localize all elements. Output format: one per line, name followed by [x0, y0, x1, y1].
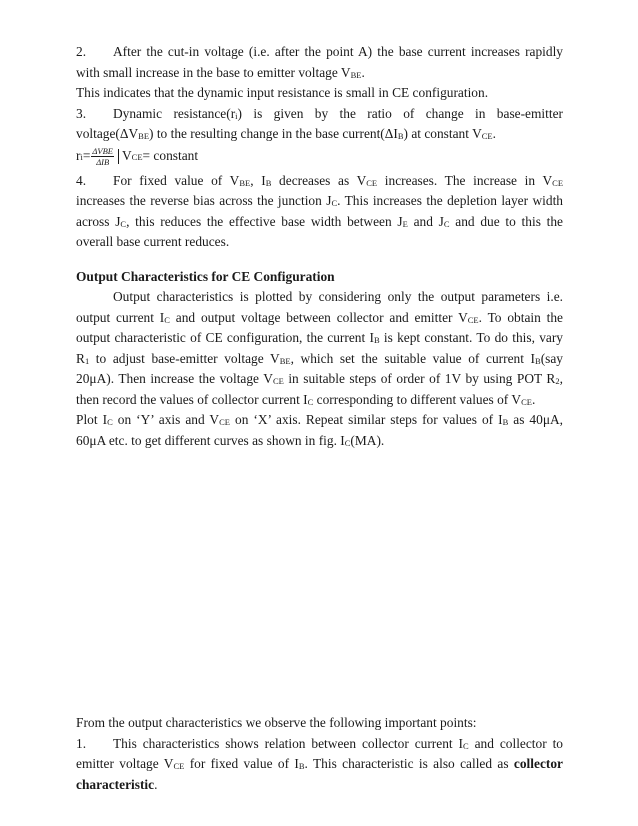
formula-bar [118, 149, 119, 164]
point-4-line-3: across $J_C$, this reduces the effective base width between $J_E$ and $J_C$ and due to this the [76, 213, 563, 229]
section-heading: Output Characteristics for CE Configuration [76, 268, 335, 284]
point-4-number: 4. [76, 172, 87, 188]
observe-line-3: characteristic. [76, 776, 158, 792]
point-2-line-2: with small increase in the base to emitter voltage $V_{BE}$. [76, 64, 365, 80]
observe-number: 1. [76, 735, 87, 751]
section-line-3: output characteristic of CE configuration, the current $I_B$ is kept constant. To do this, vary [76, 330, 563, 345]
bold-term-characteristic: characteristic [76, 776, 155, 792]
section-line-6: then record the values of collector current $I_C$ corresponding to different values of $V_{CE}$. [76, 391, 536, 407]
section-line-7: Plot $I_C$ on ‘Y’ axis and $V_{CE}$ on ‘X’ axis. Repeat similar steps for values of $I_B$ as 40μA, [76, 412, 564, 427]
formula-denominator: ΔIB [96, 157, 110, 167]
section-line-2: output current $I_C$ and output voltage between collector and emitter $V_{CE}$. To obtain the [76, 309, 564, 325]
point-4-line-4: overall base current reduces. [76, 234, 230, 249]
section-line-8: 60μA etc. to get different curves as shown in fig. $I_C(MA)$. [76, 432, 385, 448]
point-3-line-1: 3. Dynamic $resistance(r_i)$ is given by the ratio of change in base-emitter [76, 104, 563, 125]
point-4-line-2: increases the reverse bias across the junction $J_C$. This increases the depletion layer width [76, 193, 563, 208]
observe-intro: From the output characteristics we observe the following important points: [76, 715, 477, 730]
formula-fraction [91, 146, 114, 167]
observe-line-2: emitter voltage $V_{CE}$ for fixed value of $I_B$. This characteristic is also called as collector [76, 756, 563, 771]
document-page [76, 42, 563, 795]
formula-numerator: ΔVBE [92, 146, 113, 156]
section-line-4: $R_1$ to adjust base-emitter voltage $V_{BE}$, which set the suitable value of current $I_B(say$ [76, 350, 563, 366]
point-2-number: 2. [76, 44, 87, 59]
section-line-1: Output characteristics is plotted by considering only the output parameters i.e. [113, 289, 563, 304]
bold-term-collector: collector [513, 756, 563, 771]
resistance-formula: r i = $\frac{\text{ΔVBE}}{\text{ΔIB}}$ V CE = constant [76, 146, 199, 167]
section-line-5: 20μA). Then increase the voltage $V_{CE}$ in suitable steps of order of 1V by using POT $R_2$, [76, 371, 563, 386]
observe-line-1: 1. This characteristics shows relation between collector current $I_C$ and collector to [76, 734, 563, 755]
point-3-line-2: $voltage(\Delta V_{BE})$ to the resulting change in the base $current(\Delta I_B)$ at constant $V_{CE}$. [76, 126, 496, 141]
point-3-number: 3. [76, 105, 87, 121]
point-2-line-3: This indicates that the dynamic input resistance is small in CE configuration. [76, 85, 489, 100]
point-4-line-1: 4. For fixed value of $V_{BE}$, $I_B$ decreases as $V_{CE}$ increases. The increase in $V_{CE}$ [76, 171, 563, 192]
point-2-line-1: 2. After the cut-in voltage (i.e. after the point A) the base current increases rapidly [76, 42, 563, 63]
figure-blank-space [76, 451, 563, 713]
